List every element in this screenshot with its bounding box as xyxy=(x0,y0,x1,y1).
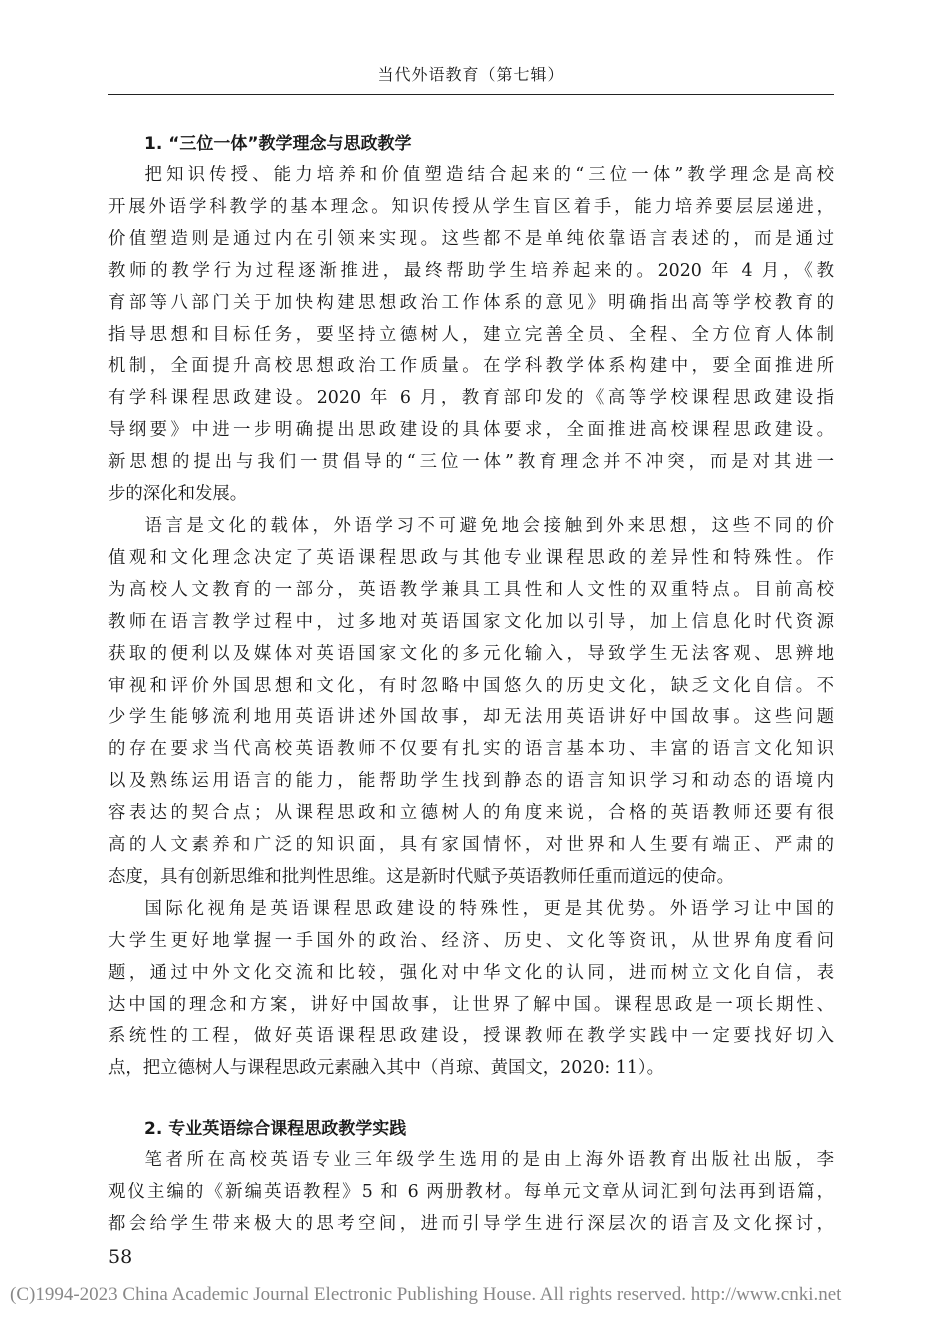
text-line: 都会给学生带来极大的思考空间，进而引导学生进行深层次的语言及文化探讨， xyxy=(108,1214,834,1235)
section-2-body xyxy=(108,1145,834,1241)
text-line: 达中国的理念和方案，讲好中国故事，让世界了解中国。课程思政是一项长期性、 xyxy=(108,994,834,1015)
text-line: 高的人文素养和广泛的知识面，具有家国情怀，对世界和人生要有端正、严肃的 xyxy=(108,835,834,856)
text-line: 审视和评价外国思想和文化，有时忽略中国悠久的历史文化，缺乏文化自信。不 xyxy=(108,675,834,696)
text-line: 少学生能够流利地用英语讲述外国故事，却无法用英语讲好中国故事。这些问题 xyxy=(108,707,834,728)
text-line: 教师在语言教学过程中，过多地对英语国家文化加以引导，加上信息化时代资源 xyxy=(108,611,834,632)
text-line: 点，把立德树人与课程思政元素融入其中（肖琼、黄国文，2020: 11）。 xyxy=(108,1058,665,1079)
section-1-heading: 1. “三位一体”教学理念与思政教学 xyxy=(144,134,412,154)
text-line: 教师的教学行为过程逐渐推进，最终帮助学生培养起来的。2020 年 4 月，《教 xyxy=(108,260,834,281)
text-line: 的存在要求当代高校英语教师不仅要有扎实的语言基本功、丰富的语言文化知识 xyxy=(108,739,834,760)
text-line: 价值塑造则是通过内在引领来实现。这些都不是单纯依靠语言表述的，而是通过 xyxy=(108,228,834,249)
text-line: 开展外语学科教学的基本理念。知识传授从学生盲区着手，能力培养要层层递进， xyxy=(108,196,834,217)
page-number: 58 xyxy=(108,1246,133,1268)
paragraph xyxy=(108,160,834,511)
text-line: 笔者所在高校英语专业三年级学生选用的是由上海外语教育出版社出版，李 xyxy=(144,1150,834,1171)
copyright-notice: (C)1994-2023 China Academic Journal Electronic Publishing House. All rights reserved. http://www.cnki.net xyxy=(10,1284,842,1305)
text-line: 国际化视角是英语课程思政建设的特殊性，更是其优势。外语学习让中国的 xyxy=(144,898,834,919)
running-title: 当代外语教育（第七辑） xyxy=(377,65,565,84)
text-line: 大学生更好地掌握一手国外的政治、经济、历史、文化等资讯，从世界角度看问 xyxy=(108,930,834,951)
text-line: 有学科课程思政建设。2020 年 6 月，教育部印发的《高等学校课程思政建设指 xyxy=(108,388,834,409)
text-line: 新思想的提出与我们一贯倡导的“三位一体”教育理念并不冲突，而是对其进一 xyxy=(108,452,834,473)
text-line: 机制，全面提升高校思想政治工作质量。在学科教学体系构建中，要全面推进所 xyxy=(108,356,834,377)
text-line: 以及熟练运用语言的能力，能帮助学生找到静态的语言知识学习和动态的语境内 xyxy=(108,771,834,792)
section-2-heading: 2. 专业英语综合课程思政教学实践 xyxy=(144,1119,407,1140)
text-line: 语言是文化的载体，外语学习不可避免地会接触到外来思想，这些不同的价 xyxy=(144,515,834,536)
article-body xyxy=(108,128,834,1241)
text-line: 步的深化和发展。 xyxy=(108,484,248,505)
text-line: 指导思想和目标任务，要坚持立德树人，建立完善全员、全程、全方位育人体制 xyxy=(108,324,834,345)
text-line: 获取的便利以及媒体对英语国家文化的多元化输入，导致学生无法客观、思辨地 xyxy=(108,643,834,664)
paragraph xyxy=(108,894,834,1085)
header-rule xyxy=(108,94,834,95)
section-1-body xyxy=(108,160,834,1085)
text-line: 为高校人文教育的一部分，英语教学兼具工具性和人文性的双重特点。目前高校 xyxy=(108,579,834,600)
text-line: 育部等八部门关于加快构建思想政治工作体系的意见》明确指出高等学校教育的 xyxy=(108,292,834,313)
text-line: 观仪主编的《新编英语教程》5 和 6 两册教材。每单元文章从词汇到句法再到语篇， xyxy=(108,1182,834,1203)
text-line: 态度，具有创新思维和批判性思维。这是新时代赋予英语教师任重而道远的使命。 xyxy=(108,866,735,887)
text-line: 导纲要》中进一步明确提出思政建设的具体要求，全面推进高校课程思政建设。 xyxy=(108,420,834,441)
paragraph xyxy=(108,1145,834,1241)
text-line: 题，通过中外文化交流和比较，强化对中华文化的认同，进而树立文化自信，表 xyxy=(108,962,834,983)
text-line: 系统性的工程，做好英语课程思政建设，授课教师在教学实践中一定要找好切入 xyxy=(108,1026,834,1047)
text-line: 值观和文化理念决定了英语课程思政与其他专业课程思政的差异性和特殊性。作 xyxy=(108,547,834,568)
paragraph xyxy=(108,511,834,894)
text-line: 容表达的契合点；从课程思政和立德树人的角度来说，合格的英语教师还要有很 xyxy=(108,803,834,824)
text-line: 把知识传授、能力培养和价值塑造结合起来的“三位一体”教学理念是高校 xyxy=(144,165,834,185)
